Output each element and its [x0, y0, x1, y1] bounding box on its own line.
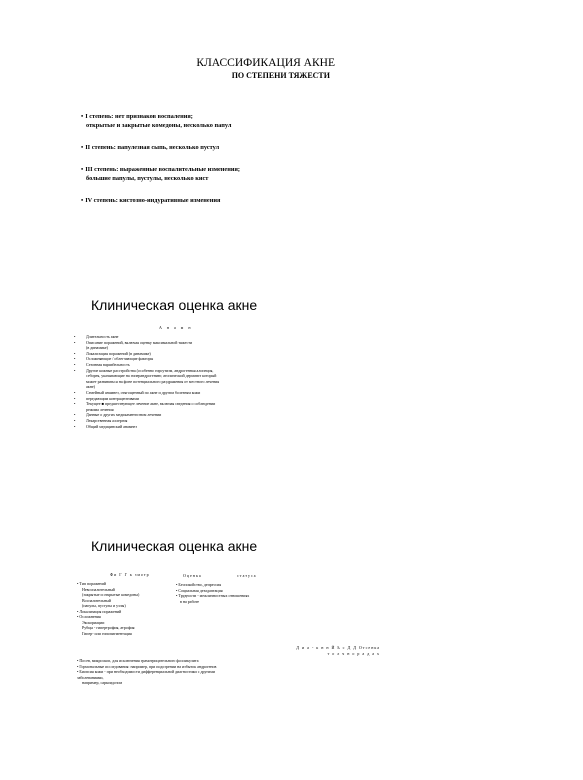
slide2-title: Клиническая оценка акне: [91, 297, 258, 313]
bullet: •: [81, 113, 84, 120]
severity-item-1: [81, 112, 321, 130]
severity-item-line: II степень: папулезная сыпь, несколько пустул: [85, 144, 220, 151]
list-item: • Локализация поражений: [77, 608, 122, 614]
list-item: (папулы, пустулы и узлы): [82, 603, 126, 608]
severity-item-line: большие папулы, пустулы, несколько кист: [86, 175, 209, 182]
bullet: •: [81, 197, 84, 204]
diagnostics-heading-line: т о л ч н о р а д а х: [327, 651, 380, 656]
list-item: • Посев, микроскоп, для исключения грамотрицательного фолликулита: [77, 658, 199, 663]
list-item: заболеваниями,: [77, 674, 104, 680]
list-item: передающим контрацептивами: [86, 395, 139, 401]
list-item: • Данные о других медикаментозном лечении: [74, 412, 289, 418]
list-item: • Текущее ■ предшествующее лечение акне, включая сведения о соблюдении: [74, 401, 289, 407]
slide1-title: КЛАССИФИКАЦИЯ АКНЕ: [196, 57, 335, 69]
list-item: акне): [86, 384, 95, 390]
severity-item-line: IV степень: кистозно-индуративные изменения: [85, 197, 221, 204]
list-item: • Гормональные исследования: например, при подозрении на избыток андрогенов: [77, 663, 217, 669]
list-item: (закрытые и открытые комедоны): [82, 592, 140, 597]
severity-item-2: [81, 143, 321, 152]
list-item: • Длительность акне: [74, 334, 289, 340]
anamnesis-list: [74, 334, 289, 429]
list-item: режима лечения: [86, 406, 114, 412]
bullet: •: [81, 144, 84, 151]
list-item: может развиваться на фоне потенциального раздражения от местного лечения: [86, 378, 220, 384]
list-item: • Общий медицинский анамнез: [74, 424, 289, 430]
exam-heading: Фи Г Г к змотр: [110, 572, 150, 577]
list-item: например, саркоидозом: [82, 680, 122, 685]
slide1-subtitle: ПО СТЕПЕНИ ТЯЖЕСТИ: [231, 71, 330, 80]
list-item: • Биопсия кожи - при необходимости дифференциальной диагностики с другими: [77, 669, 215, 674]
slide2-subheading: А н а м н: [159, 325, 193, 330]
severity-item-line: открытые и закрытые комедоны, несколько папул: [86, 122, 232, 129]
list-item: Гипер- или гипопигментация: [82, 630, 132, 636]
severity-list: [81, 112, 321, 218]
list-item: • Описание поражений, включая оценку максимальной тяжести: [74, 340, 289, 346]
list-item: • Сезонная вариабельность: [74, 362, 289, 368]
list-item: Воспалительный: [82, 597, 111, 603]
list-item: • Локализация поражений (в динамике): [74, 351, 289, 357]
severity-item-3: [81, 165, 321, 183]
list-item: Рубцы - гипертрофия, атрофия: [82, 625, 135, 630]
list-item: • Трудности - межличностных отношениях: [176, 593, 250, 598]
list-item: • Тип поражений: [77, 581, 106, 586]
status-list: [176, 582, 249, 604]
list-item: • Семейный анамнез, отягощенный по акне и другим болезням кожи: [74, 390, 289, 396]
status-heading-1: Оценка: [183, 573, 202, 578]
diagnostics-heading-line: Д и а - к н н Й Ь с Д Д Отсенка: [296, 645, 380, 650]
list-item: • Осложнения: [77, 614, 101, 619]
list-item: (в динамике): [86, 345, 108, 351]
list-item: себорея, указывающие на гиперандрогению; атопический дерматит который: [86, 373, 217, 379]
severity-item-line: I степень: нет признаков воспаления;: [85, 113, 193, 120]
list-item: • Другие кожные расстройства (особенно гирсутизм, андрогенная алопеция,: [74, 368, 289, 374]
severity-item-line: III степень: выраженные воспалительные изменения;: [85, 166, 240, 173]
list-item: • Осложняющие / облегчающие факторы: [74, 356, 289, 362]
list-item: • Социальная дезадаптация: [176, 587, 223, 593]
severity-item-4: [81, 196, 321, 205]
diagnostics-heading: [0, 645, 380, 657]
list-item: • Беспокойство, депрессия: [176, 582, 222, 587]
slide3-title: Клиническая оценка акне: [91, 538, 258, 554]
bullet: •: [81, 166, 84, 173]
list-item: Невоспалительный: [82, 586, 115, 592]
diagnostics-list: [77, 658, 277, 686]
status-heading-2: статуса: [237, 573, 257, 578]
list-item: в на работе: [180, 598, 200, 604]
exam-list: [77, 581, 139, 636]
list-item: Экскориации: [82, 619, 105, 625]
list-item: • Лекарственная аллергия: [74, 418, 289, 424]
